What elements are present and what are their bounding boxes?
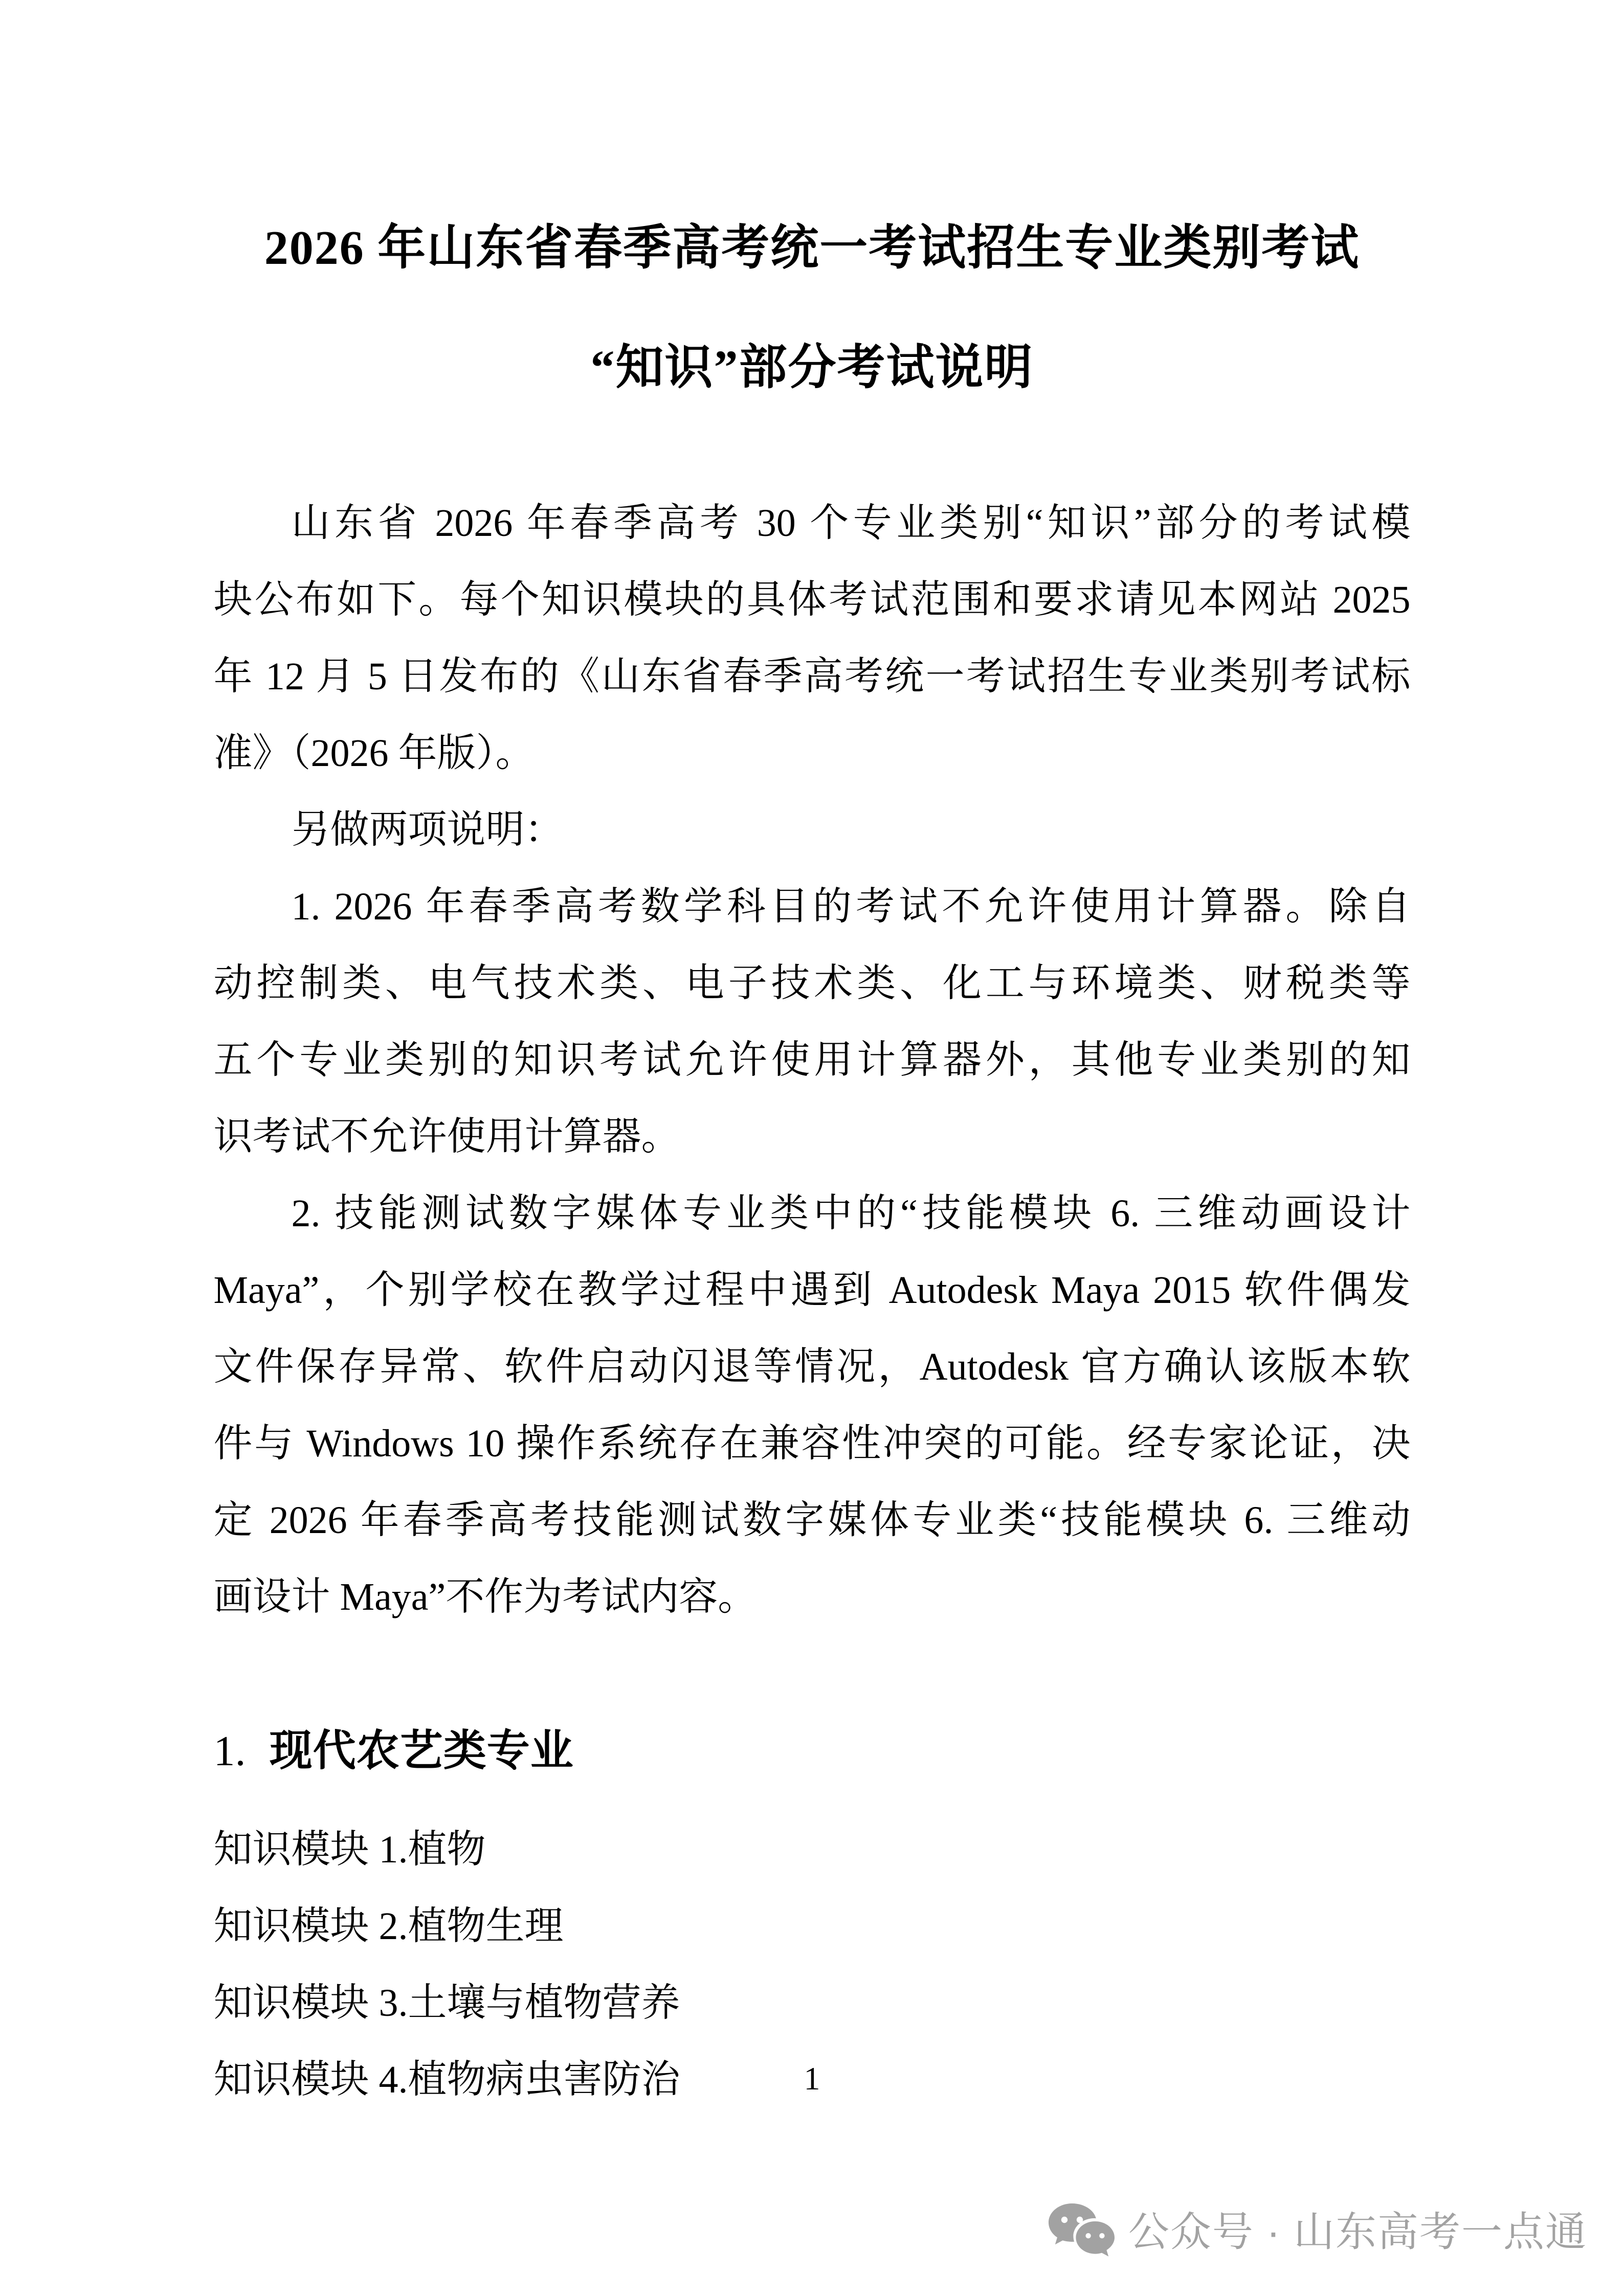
note1-line: 动控制类、电气技术类、电子技术类、化工与环境类、财税类等 (213, 962, 1411, 1005)
page-number: 1 (804, 2060, 820, 2097)
section-1-title: 现代农艺类专业 (269, 1726, 574, 1774)
module-list-item: 知识模块 4.植物病虫害防治 (213, 2058, 680, 2101)
intro-paragraph-line: 块公布如下。每个知识模块的具体考试范围和要求请见本网站 2025 (213, 578, 1411, 621)
intro-paragraph-line: 年 12 月 5 日发布的《山东省春季高考统一考试招生专业类别考试标 (213, 655, 1411, 698)
watermark-text: 公众号 · 山东高考一点通 (1128, 2209, 1587, 2255)
wechat-icon (1041, 2198, 1119, 2266)
notes-lead-line: 另做两项说明： (291, 808, 564, 851)
intro-paragraph-line: 准》（2026 年版）。 (213, 732, 535, 775)
note2-line: 件与 Windows 10 操作系统存在兼容性冲突的可能。经专家论证，决 (213, 1422, 1411, 1465)
note2-line: 画设计 Maya”不作为考试内容。 (213, 1575, 757, 1618)
doc-title-line2: “知识”部分考试说明 (590, 341, 1034, 394)
note1-line: 识考试不允许使用计算器。 (213, 1115, 680, 1158)
module-list-item: 知识模块 3.土壤与植物营养 (213, 1982, 680, 2024)
section-1-header (214, 1712, 1411, 1789)
note1-line: 1. 2026 年春季高考数学科目的考试不允许使用计算器。除自 (291, 885, 1411, 928)
note2-line: 文件保存异常、软件启动闪退等情况，Autodesk 官方确认该版本软 (213, 1345, 1411, 1388)
document-body (214, 485, 1411, 2118)
doc-title-line1: 2026 年山东省春季高考统一考试招生专业类别考试 (264, 221, 1360, 275)
note2-line: Maya”，个别学校在教学过程中遇到 Autodesk Maya 2015 软件偶发 (213, 1269, 1411, 1312)
note2-line: 2. 技能测试数字媒体专业类中的“技能模块 6. 三维动画设计 (291, 1192, 1411, 1235)
note2-line: 定 2026 年春季高考技能测试数字媒体专业类“技能模块 6. 三维动 (213, 1499, 1411, 1542)
intro-paragraph-line: 山东省 2026 年春季高考 30 个专业类别“知识”部分的考试模 (291, 502, 1411, 545)
module-list-item: 知识模块 1.植物 (213, 1828, 486, 1871)
watermark (1041, 2198, 1587, 2266)
section-1-number: 1. (213, 1727, 246, 1775)
note1-line: 五个专业类别的知识考试允许使用计算器外，其他专业类别的知 (213, 1039, 1411, 1082)
module-list-item: 知识模块 2.植物生理 (213, 1905, 564, 1948)
